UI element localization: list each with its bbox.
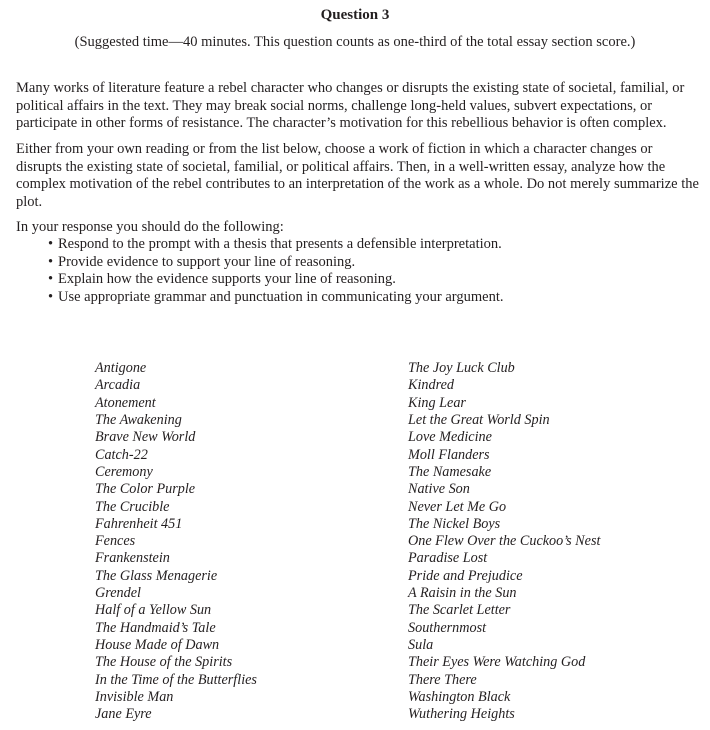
instruction-item: • Respond to the prompt with a thesis that presents a defensible interpretation. — [48, 236, 503, 254]
work-title: The Joy Luck Club — [408, 360, 515, 376]
work-title: The Crucible — [95, 498, 170, 515]
works-list-left — [95, 360, 257, 724]
work-title: The Glass Menagerie — [95, 567, 218, 584]
work-title: A Raisin in the Sun — [408, 585, 517, 602]
work-title: Frankenstein — [95, 550, 170, 567]
work-title: The Scarlet Letter — [408, 602, 511, 619]
instruction-item: • Provide evidence to support your line of reasoning. — [48, 254, 503, 272]
work-title: The Namesake — [408, 463, 492, 480]
prompt-paragraph-intro: Many works of literature feature a rebel character who changes or disrupts the existing state of societal, familial, or political affairs in the text. They may break social norms, challenge long-held values, subvert expectations, or participate in other forms of resistance. The character’s motivation for this rebellious behavior is often complex. — [16, 80, 685, 131]
work-title: Let the Great World Spin — [408, 411, 550, 428]
work-title: One Flew Over the Cuckoo’s Nest — [408, 533, 601, 550]
works-list-right — [408, 360, 600, 724]
work-title: Never Let Me Go — [408, 498, 507, 515]
work-title: Pride and Prejudice — [408, 567, 523, 584]
work-title: Grendel — [95, 585, 141, 602]
work-title: Antigone — [95, 360, 147, 376]
work-title: Native Son — [408, 481, 470, 498]
work-title: Atonement — [95, 394, 156, 411]
work-title: Catch-22 — [95, 446, 148, 463]
work-title: The Awakening — [95, 411, 182, 428]
work-title: There There — [408, 671, 477, 688]
work-title: Jane Eyre — [95, 706, 152, 723]
work-title: Paradise Lost — [408, 550, 488, 567]
work-title: Brave New World — [95, 429, 196, 446]
prompt-paragraph-task: Either from your own reading or from the list below, choose a work of fiction in which a character changes or disrupts the existing state of societal, familial, or political affairs. Then, in a well-written essay, analyze how the complex motivation of the rebel contributes to an interpretation of the work as a whole. Do not merely summarize the plot. — [16, 141, 699, 210]
work-title: Ceremony — [95, 463, 153, 480]
work-title: Love Medicine — [408, 429, 492, 446]
work-title: Washington Black — [408, 688, 511, 705]
work-title: The Nickel Boys — [408, 515, 501, 532]
instructions-intro: In your response you should do the following: — [16, 219, 284, 235]
instruction-item: • Use appropriate grammar and punctuation in communicating your argument. — [48, 289, 503, 307]
question-title: Question 3 — [320, 7, 390, 23]
instructions-list — [48, 236, 503, 306]
work-title: Sula — [408, 637, 434, 653]
work-title: Kindred — [408, 377, 454, 394]
work-title: Invisible Man — [95, 688, 174, 705]
work-title: King Lear — [408, 394, 466, 411]
work-title: House Made of Dawn — [95, 637, 220, 653]
work-title: In the Time of the Butterflies — [95, 671, 257, 688]
instruction-item: • Explain how the evidence supports your line of reasoning. — [48, 271, 503, 289]
work-title: The House of the Spirits — [95, 654, 233, 671]
work-title: Fahrenheit 451 — [95, 515, 183, 532]
work-title: Fences — [95, 533, 136, 550]
work-title: Arcadia — [95, 377, 141, 394]
work-title: Half of a Yellow Sun — [95, 602, 212, 619]
work-title: Moll Flanders — [408, 446, 490, 463]
work-title: Southernmost — [408, 619, 487, 636]
work-title: Their Eyes Were Watching God — [408, 654, 586, 671]
work-title: The Color Purple — [95, 481, 196, 498]
question-subtitle: (Suggested time—40 minutes. This question counts as one-third of the total essay section score.) — [74, 34, 636, 50]
work-title: Wuthering Heights — [408, 706, 515, 723]
work-title: The Handmaid’s Tale — [95, 619, 216, 636]
